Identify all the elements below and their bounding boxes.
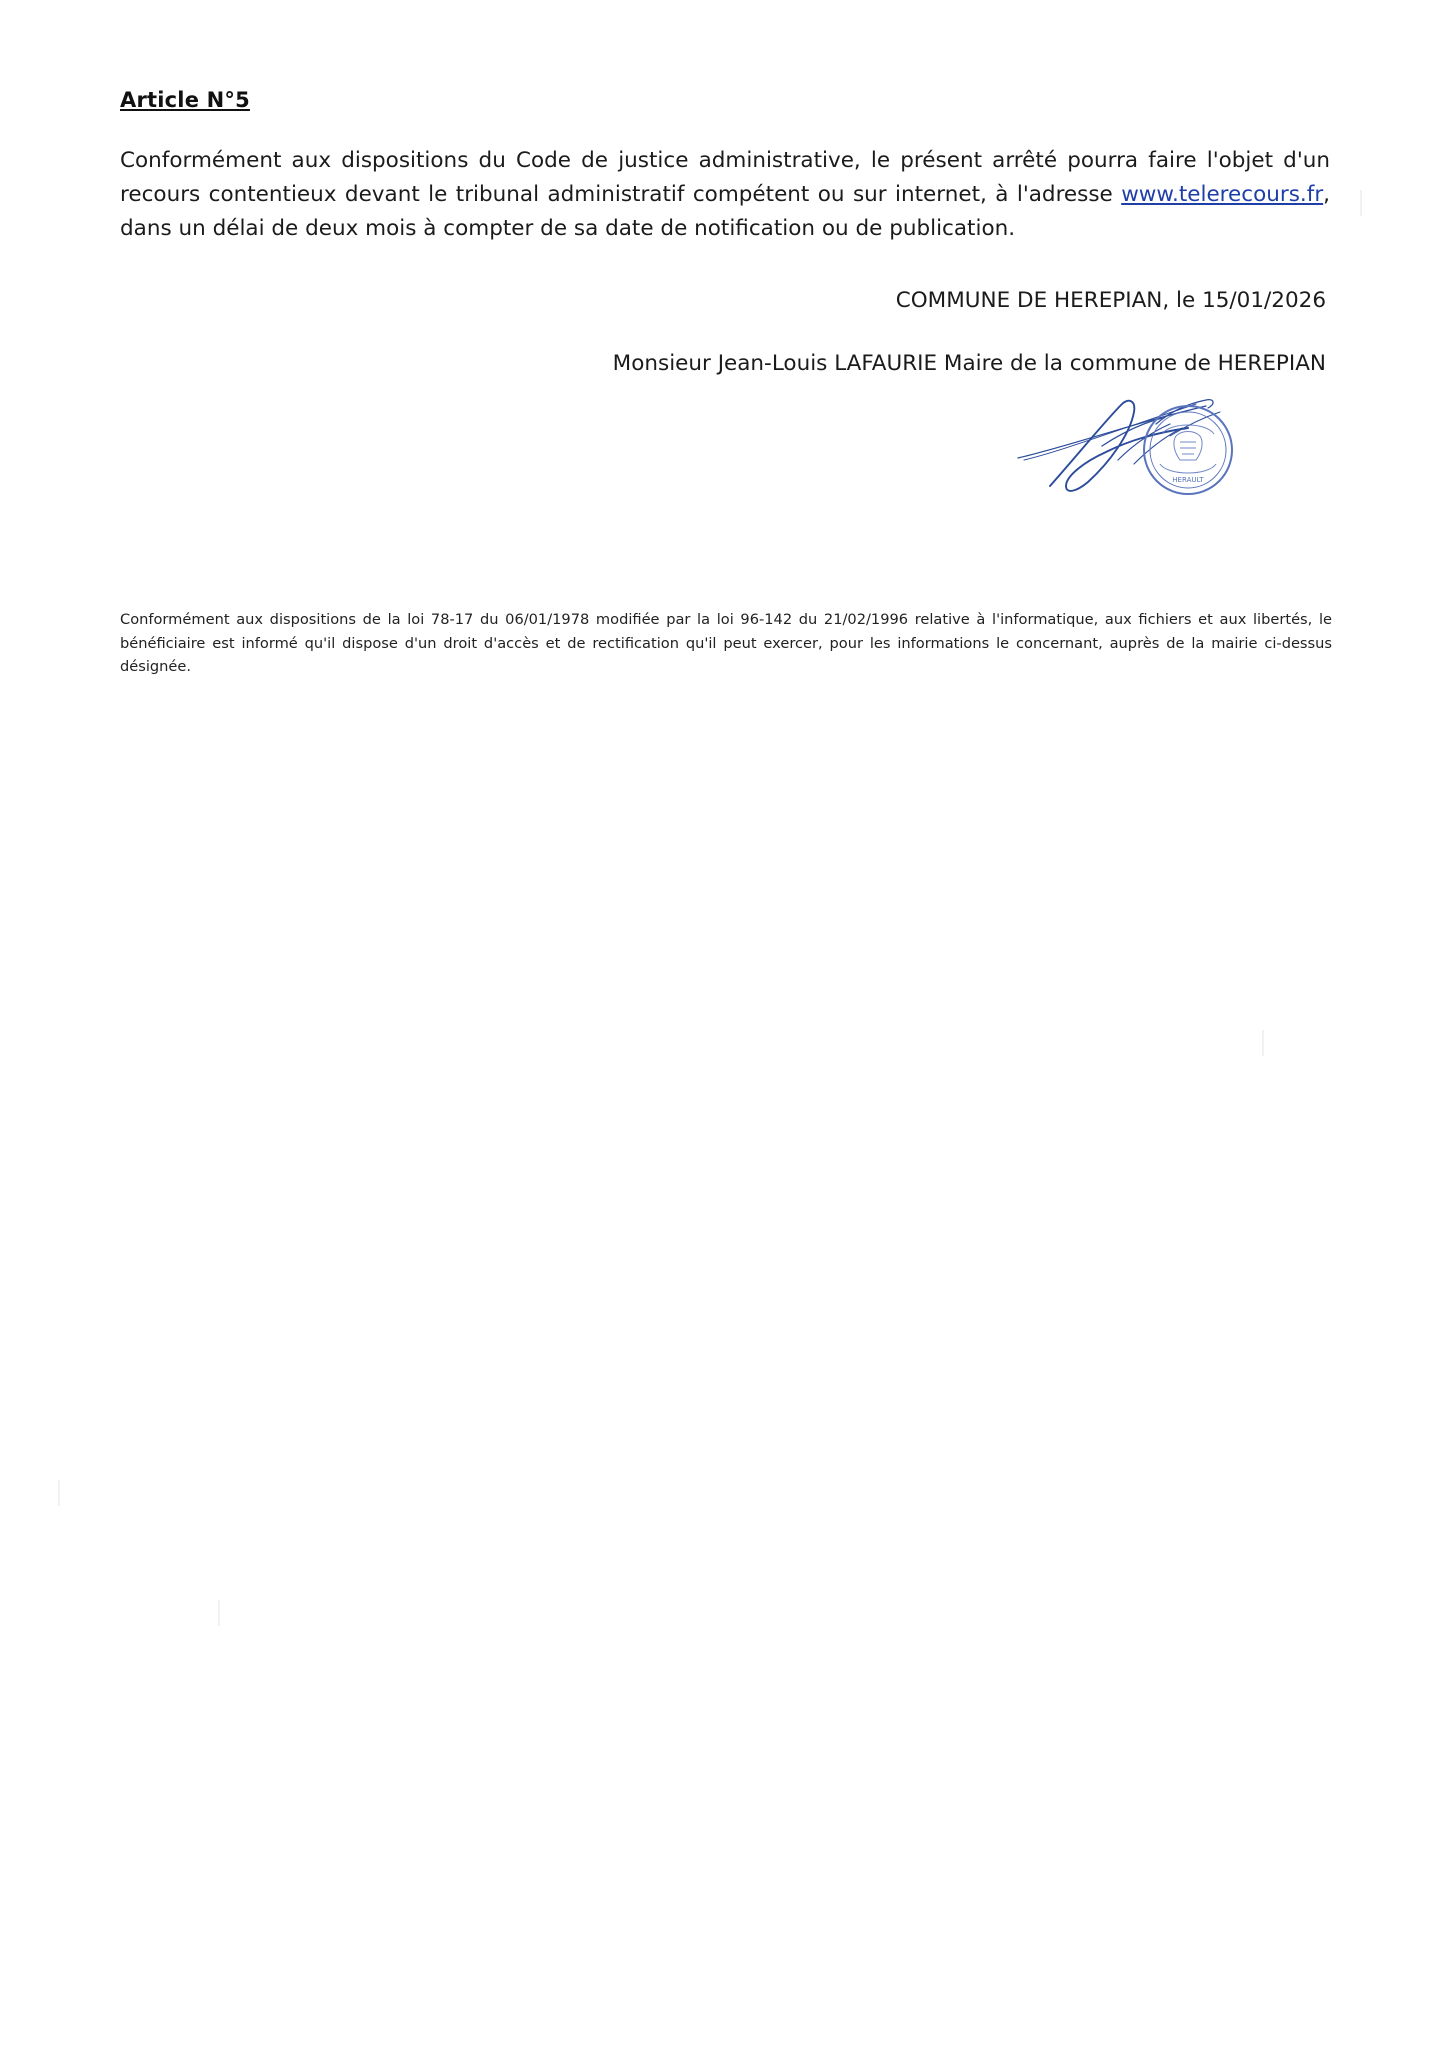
document-body [120,88,1330,540]
scan-artifact-lower-left [218,1600,220,1626]
telerecours-link[interactable]: www.telerecours.fr [1121,181,1324,207]
scan-artifact-right [1360,190,1362,216]
place-and-date: COMMUNE DE HEREPIAN, le 15/01/2026 [895,287,1326,313]
paragraph-text-after-link: , dans un délai de deux mois à compter de sa date de notification ou de publication. [120,181,1330,241]
article-paragraph [120,144,1330,246]
signatory-name-line: Monsieur Jean-Louis LAFAURIE Maire de la commune de HEREPIAN [612,350,1326,376]
article-heading: Article N°5 [120,88,250,112]
paragraph-text-before-link: Conformément aux dispositions du Code de justice administrative, le présent arrêté pourra faire l'objet d'un recours contentieux devant le tribunal administratif compétent ou sur internet, à l'adresse [120,148,1330,207]
scan-artifact-mid-right [1262,1030,1264,1056]
municipal-round-stamp [1144,406,1232,494]
mayor-signature [1010,390,1270,520]
scan-artifact-left [58,1480,60,1506]
svg-text:HERAULT: HERAULT [1172,475,1204,484]
signature-block [120,390,1330,540]
legal-footnote: Conformément aux dispositions de la loi 78-17 du 06/01/1978 modifiée par la loi 96-142 du 21/02/1996 relative à l'informatique, aux fichiers et aux libertés, le bénéficiaire est informé qu'il dispose d'un droit d'accès et de rectification qu'il peut exercer, pour les informations le concernant, auprès de la mairie ci-dessus désignée. [120,611,1332,676]
